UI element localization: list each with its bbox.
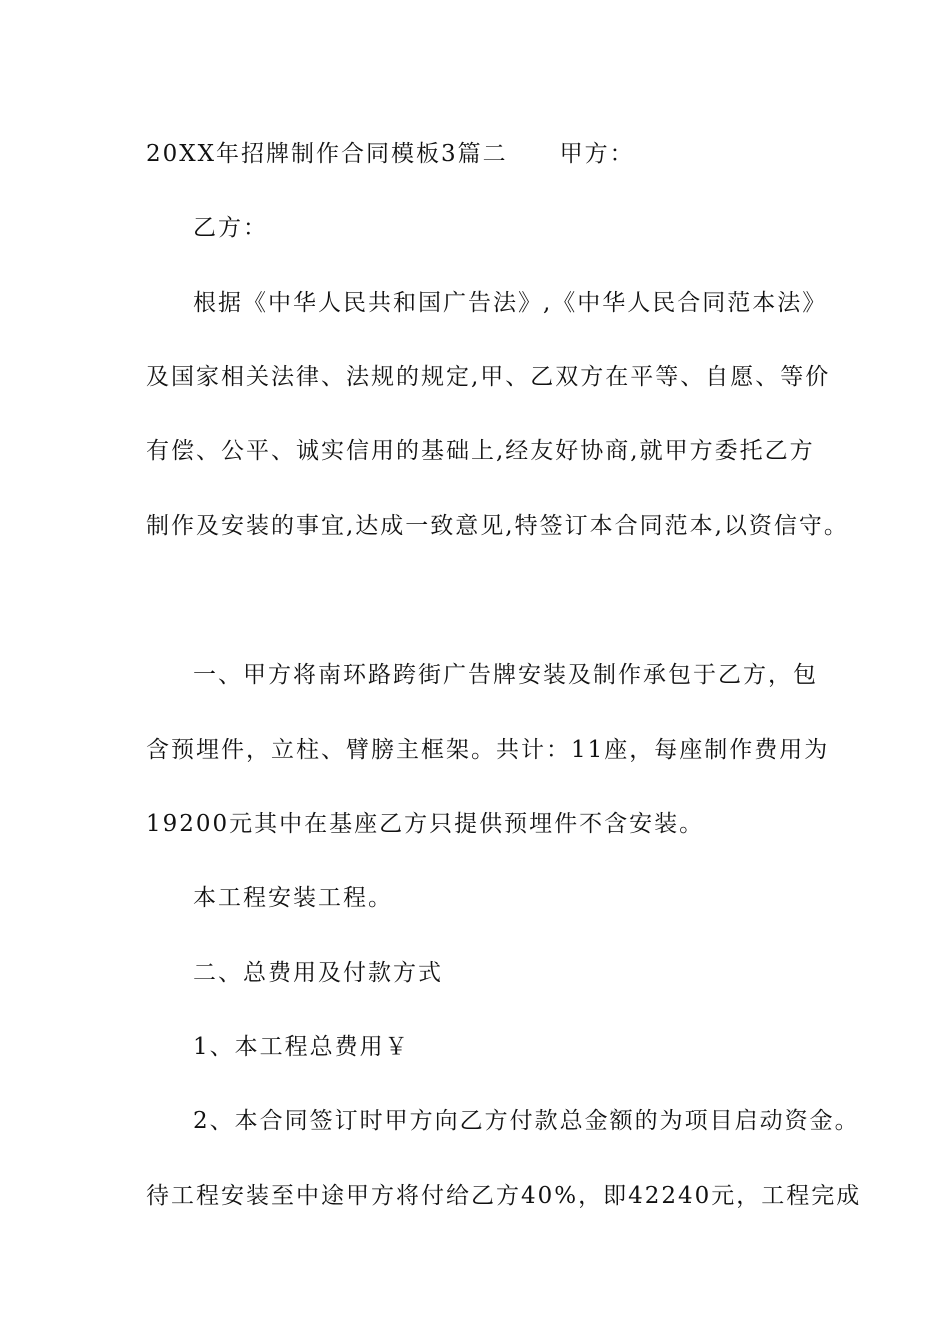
section2-heading: 二、总费用及付款方式	[193, 960, 443, 986]
item-1: 1、本工程总费用￥	[193, 1034, 410, 1060]
party-b-label: 乙方：	[193, 215, 268, 241]
item-2-line-1: 2、本合同签订时甲方向乙方付款总金额的为项目启动资金。	[193, 1108, 860, 1134]
intro-line-1: 根据《中华人民共和国广告法》,《中华人民合同范本法》	[193, 290, 828, 316]
party-a-label: 甲方：	[559, 141, 635, 167]
clause1-note: 本工程安装工程。	[193, 885, 393, 911]
intro-line-4: 制作及安装的事宜,达成一致意见,特签订本合同范本,以资信守。	[146, 513, 849, 539]
clause1-line-2: 含预埋件，立柱、臂膀主框架。共计：11座，每座制作费用为	[146, 737, 830, 763]
clause1-line-3: 19200元其中在基座乙方只提供预埋件不含安装。	[146, 811, 705, 837]
item-2-line-2: 待工程安装至中途甲方将付给乙方40%，即42240元，工程完成	[146, 1183, 862, 1209]
intro-line-2: 及国家相关法律、法规的规定,甲、乙双方在平等、自愿、等价	[146, 364, 831, 390]
clause1-line-1: 一、甲方将南环路跨街广告牌安装及制作承包于乙方，包	[193, 662, 818, 688]
title-line	[146, 139, 635, 169]
document-title: 20XX年招牌制作合同模板3篇二	[146, 141, 508, 167]
intro-line-3: 有偿、公平、诚实信用的基础上,经友好协商,就甲方委托乙方	[146, 438, 815, 464]
